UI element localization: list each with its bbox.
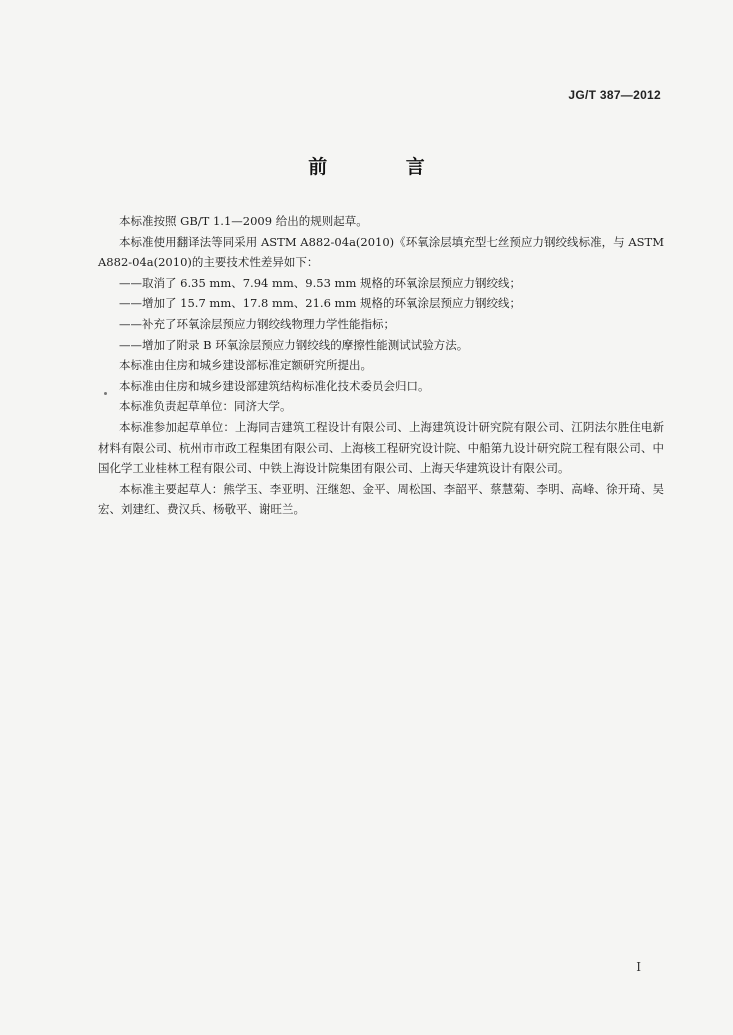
paragraph-drafting-rules: 本标准按照 GB/T 1.1—2009 给出的规则起草。 xyxy=(119,214,368,228)
page-title: 前 言 xyxy=(308,156,461,178)
difference-item: ——增加了 15.7 mm、17.8 mm、21.6 mm 规格的环氧涂层预应力钢绞线； xyxy=(119,296,522,311)
difference-item: ——取消了 6.35 mm、7.94 mm、9.53 mm 规格的环氧涂层预应力钢绞线； xyxy=(119,275,522,290)
scan-speck xyxy=(104,392,107,395)
difference-item: ——增加了附录 B 环氧涂层预应力钢绞线的摩擦性能测试试验方法。 xyxy=(119,337,469,352)
paragraph-main-drafters: 本标准主要起草人：熊学玉、李亚明、汪继恕、金平、周松国、李韶平、蔡慧菊、李明、高峰、徐开琦、吴宏、刘建红、费汉兵、杨敬平、谢旺兰。 xyxy=(98,481,664,517)
foreword-body xyxy=(98,211,664,520)
paragraph-administered-by: 本标准由住房和城乡建设部建筑结构标准化技术委员会归口。 xyxy=(119,378,430,393)
paragraph-participating-units: 本标准参加起草单位：上海同吉建筑工程设计有限公司、上海建筑设计研究院有限公司、江阴法尔胜住电新材料有限公司、杭州市市政工程集团有限公司、上海核工程研究设计院、中船第九设计研究院工程有限公司、中国化学工业桂林工程有限公司、中铁上海设计院集团有限公司、上海天华建筑设计有限公司。 xyxy=(98,419,664,476)
standard-number: JG/T 387—2012 xyxy=(568,88,661,102)
paragraph-adoption: 本标准使用翻译法等同采用 ASTM A882-04a(2010)《环氧涂层填充型七丝预应力钢绞线标准，与 ASTM A882-04a(2010)的主要技术性差异如下： xyxy=(98,234,664,270)
difference-item: ——补充了环氧涂层预应力钢绞线物理力学性能指标； xyxy=(119,316,395,331)
paragraph-lead-drafter: 本标准负责起草单位：同济大学。 xyxy=(119,399,292,414)
paragraph-proposed-by: 本标准由住房和城乡建设部标准定额研究所提出。 xyxy=(119,358,372,373)
page-number: I xyxy=(636,960,641,974)
